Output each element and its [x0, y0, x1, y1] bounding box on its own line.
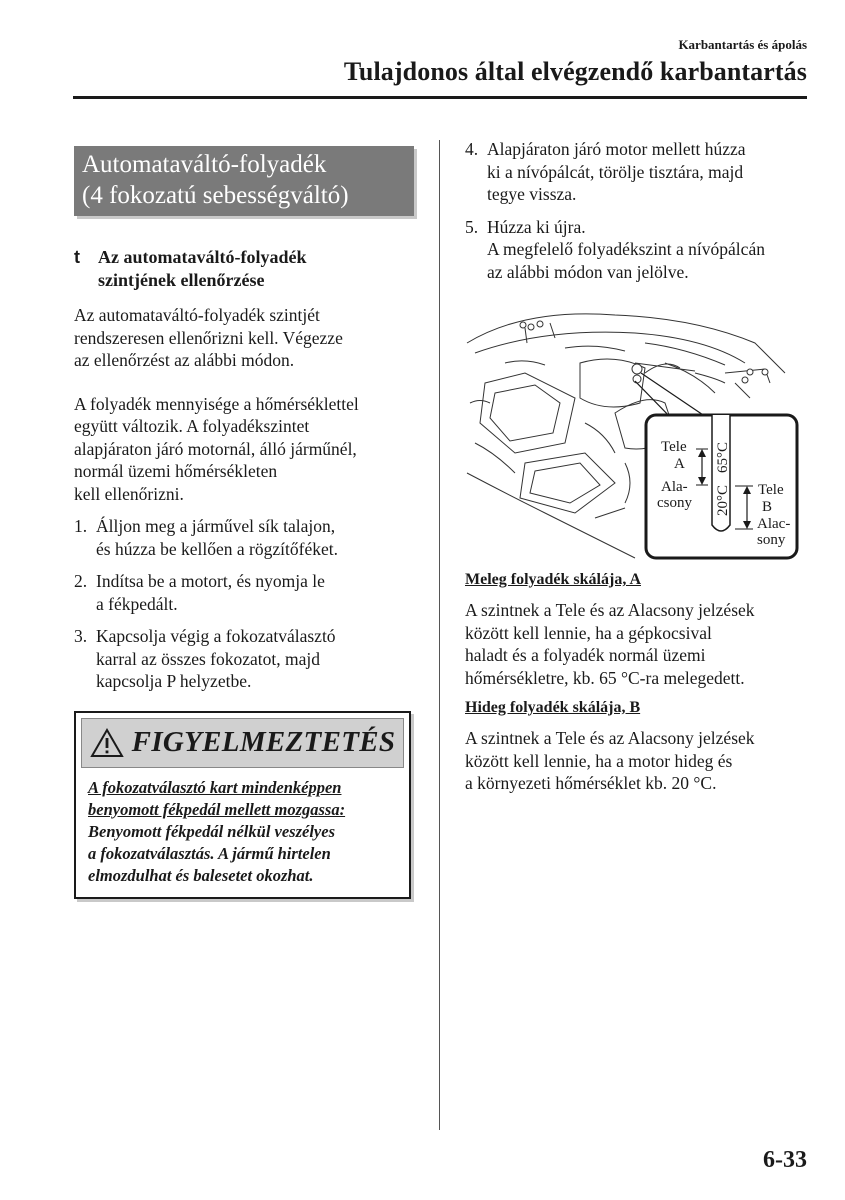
step-number: 3.	[74, 626, 88, 646]
step-number: 2.	[74, 571, 88, 591]
step-item	[74, 515, 414, 560]
step-item	[465, 138, 810, 206]
text-line: normál üzemi hőmérsékleten	[74, 461, 278, 481]
warning-box	[74, 711, 411, 899]
subheading	[74, 246, 414, 292]
tele-a-label: Tele	[661, 439, 687, 455]
warning-header	[81, 718, 404, 768]
text-line: A folyadék mennyisége a hőmérséklettel	[74, 393, 359, 414]
text-line: Benyomott fékpedál nélkül veszélyes	[88, 821, 335, 841]
tele-a-letter: A	[674, 456, 685, 472]
text-line: a fokozatválasztás. A jármű hirtelen	[88, 843, 331, 863]
warning-text	[76, 773, 409, 897]
alacsony-a-label: Ala-	[661, 479, 688, 495]
warning-title: FIGYELMEZTETÉS	[131, 726, 396, 758]
section-label: Karbantartás és ápolás	[678, 37, 807, 52]
text-line: benyomott fékpedál mellett mozgassa:	[88, 799, 346, 819]
step-item	[74, 570, 414, 615]
text-line: az alábbi módon van jelölve.	[487, 261, 689, 282]
text-line: ki a nívópálcát, törölje tisztára, majd	[487, 161, 744, 182]
text-line: A fokozatválasztó kart mindenképpen	[88, 777, 342, 797]
bullet-icon: t	[74, 247, 80, 267]
engine-bay-illustration	[465, 303, 799, 563]
hot-scale-caption: Meleg folyadék skálája, A	[465, 571, 641, 588]
temp-cold-mark: 20°C	[715, 484, 731, 516]
text-line: A szintnek a Tele és az Alacsony jelzések	[465, 728, 755, 748]
text-line: kapcsolja P helyzetbe.	[96, 671, 252, 691]
alacsony-a-label: csony	[657, 495, 692, 511]
hot-scale-paragraph	[465, 599, 810, 689]
text-line: haladt és a folyadék normál üzemi	[465, 645, 706, 665]
text-line: a környezeti hőmérséklet kb. 20 °C.	[465, 773, 717, 793]
section-heading-line: (4 fokozatú sebességváltó)	[82, 182, 349, 209]
subheading-line: szintjének ellenőrzése	[98, 270, 265, 290]
page-title: Tulajdonos által elvégzendő karbantartás	[343, 57, 807, 86]
text-line: karral az összes fokozatot, majd	[96, 648, 321, 669]
text-line: A szintnek a Tele és az Alacsony jelzések	[465, 600, 755, 620]
text-line: hőmérsékletre, kb. 65 °C-ra melegedett.	[465, 667, 745, 688]
alacsony-b-label: sony	[757, 532, 786, 548]
text-line: Az automataváltó-folyadék szintjét	[74, 305, 320, 325]
text-line: Alapjáraton járó motor mellett húzza	[487, 139, 746, 159]
step-item	[465, 216, 810, 284]
text-line: Indítsa be a motort, és nyomja le	[96, 571, 325, 591]
text-line: rendszeresen ellenőrizni kell. Végezze	[74, 327, 343, 348]
text-line: és húzza be kellően a rögzítőféket.	[96, 538, 338, 559]
page-number: 6-33	[763, 1147, 807, 1173]
text-line: elmozdulhat és balesetet okozhat.	[88, 865, 314, 885]
step-number: 1.	[74, 516, 88, 536]
cold-scale-paragraph	[465, 727, 810, 795]
text-line: kell ellenőrizni.	[74, 483, 184, 504]
subheading-line: Az automataváltó-folyadék	[98, 247, 307, 267]
text-line: A megfelelő folyadékszint a nívópálcán	[487, 239, 765, 259]
alacsony-b-label: Alac-	[757, 516, 791, 532]
right-column	[465, 138, 810, 795]
text-line: Kapcsolja végig a fokozatválasztó	[96, 626, 336, 646]
warning-triangle-icon	[90, 728, 124, 758]
title-rule	[73, 96, 807, 99]
text-line: együtt változik. A folyadékszintet	[74, 416, 310, 436]
section-heading-line: Automataváltó-folyadék	[82, 151, 327, 178]
step-number: 5.	[465, 216, 479, 237]
text-line: az ellenőrzést az alábbi módon.	[74, 350, 295, 370]
text-line: tegye vissza.	[487, 184, 577, 204]
temp-hot-mark: 65°C	[715, 441, 731, 473]
intro-paragraph	[74, 304, 414, 372]
step-item	[74, 625, 414, 693]
tele-b-letter: B	[762, 499, 773, 515]
dipstick-figure	[465, 303, 799, 563]
text-line: Húzza ki újra.	[487, 216, 586, 237]
text-line: Álljon meg a járművel sík talajon,	[96, 516, 336, 536]
text-line: a fékpedált.	[96, 593, 178, 614]
column-divider	[439, 140, 440, 1130]
left-column	[74, 146, 414, 899]
text-line: között kell lennie, ha a motor hideg és	[465, 750, 733, 771]
text-line: alapjáraton járó motornál, álló járműnél,	[74, 438, 357, 459]
cold-scale-caption: Hideg folyadék skálája, B	[465, 699, 641, 716]
temperature-paragraph	[74, 393, 414, 506]
step-number: 4.	[465, 139, 479, 159]
tele-b-label: Tele	[758, 482, 784, 498]
text-line: között kell lennie, ha a gépkocsival	[465, 622, 712, 643]
section-heading	[74, 146, 414, 216]
